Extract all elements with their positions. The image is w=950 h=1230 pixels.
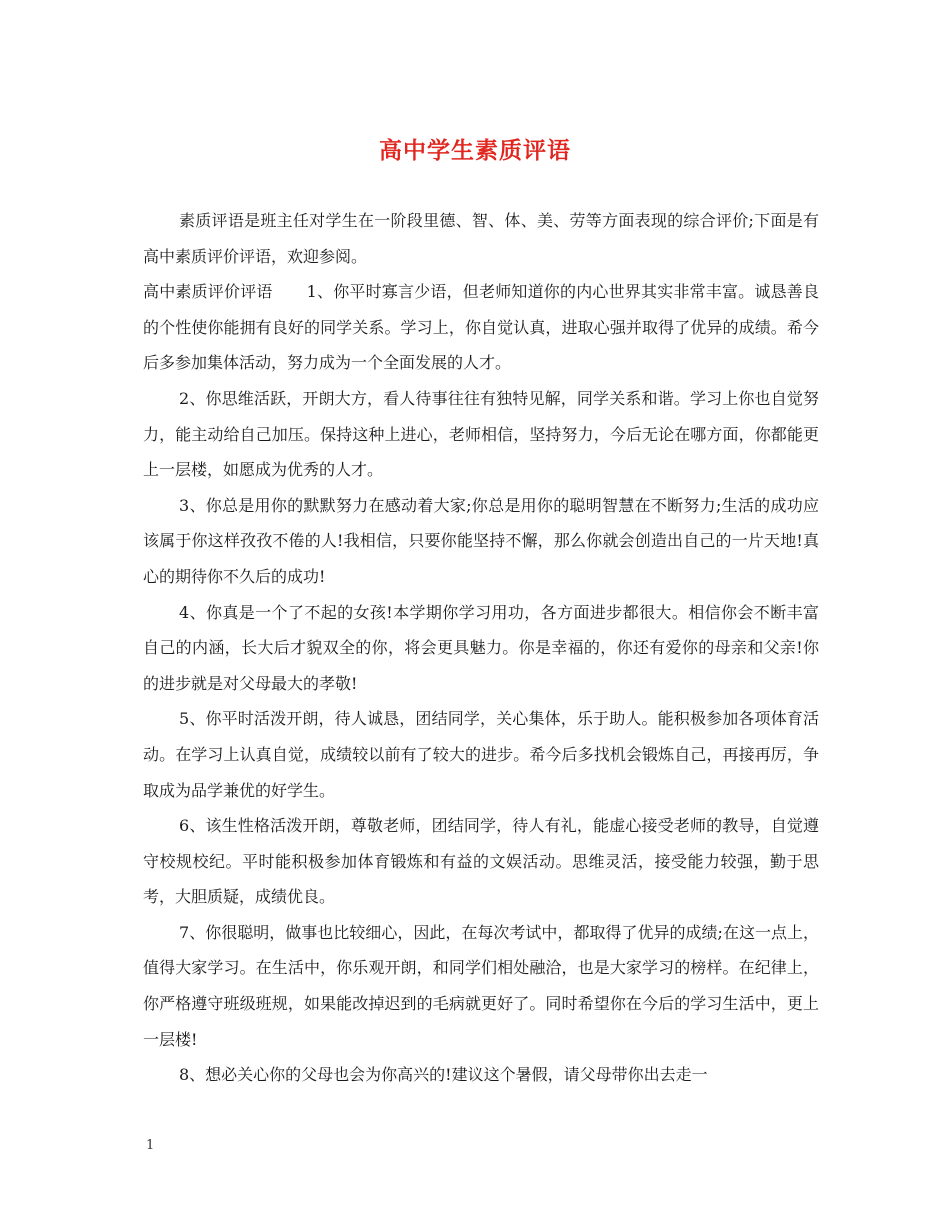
comment-item-5: 5、你平时活泼开朗，待人诚恳，团结同学，关心集体，乐于助人。能积极参加各项体育活动。在学习上认真自觉，成绩较以前有了较大的进步。希今后多找机会锻炼自己，再接再厉，争取成为品学兼优的好学生。 <box>143 709 819 800</box>
comment-item-7: 7、你很聪明，做事也比较细心，因此，在每次考试中，都取得了优异的成绩;在这一点上，值得大家学习。在生活中，你乐观开朗，和同学们相处融洽，也是大家学习的榜样。在纪律上，你严格遵守班级班规，如果能改掉迟到的毛病就更好了。同时希望你在今后的学习生活中，更上一层楼! <box>143 922 819 1049</box>
intro-paragraph: 素质评语是班主任对学生在一阶段里德、智、体、美、劳等方面表现的综合评价;下面是有高中素质评价评语，欢迎参阅。 <box>143 211 819 266</box>
first-item-paragraph <box>143 274 819 381</box>
page-number: 1 <box>146 1138 155 1153</box>
section-heading: 高中素质评价评语 <box>143 282 273 302</box>
comment-item-8: 8、想必关心你的父母也会为你高兴的!建议这个暑假，请父母带你出去走一 <box>179 1065 708 1085</box>
comment-item-6: 6、该生性格活泼开朗，尊敬老师，团结同学，待人有礼，能虚心接受老师的教导，自觉遵守校规校纪。平时能积极参加体育锻炼和有益的文娱活动。思维灵活，接受能力较强，勤于思考，大胆质疑，成绩优良。 <box>143 816 819 907</box>
comment-item-1: 1、你平时寡言少语，但老师知道你的内心世界其实非常丰富。诚恳善良的个性使你能拥有良好的同学关系。学习上，你自觉认真，进取心强并取得了优异的成绩。希今后多参加集体活动，努力成为一个全面发展的人才。 <box>143 282 819 373</box>
comment-item-2: 2、你思维活跃，开朗大方，看人待事往往有独特见解，同学关系和谐。学习上你也自觉努力，能主动给自己加压。保持这种上进心，老师相信，坚持努力，今后无论在哪方面，你都能更上一层楼，如愿成为优秀的人才。 <box>143 388 819 480</box>
comment-item-4: 4、你真是一个了不起的女孩!本学期你学习用功，各方面进步都很大。相信你会不断丰富自己的内涵，长大后才貌双全的你，将会更具魅力。你是幸福的，你还有爱你的母亲和父亲!你的进步就是对父母最大的孝敬! <box>143 602 819 693</box>
document-title: 高中学生素质评语 <box>379 137 571 164</box>
comment-item-3: 3、你总是用你的默默努力在感动着大家;你总是用你的聪明智慧在不断努力;生活的成功应该属于你这样孜孜不倦的人!我相信，只要你能坚持不懈，那么你就会创造出自己的一片天地!真心的期待你不久后的成功! <box>143 495 819 586</box>
document-body <box>143 203 819 1093</box>
